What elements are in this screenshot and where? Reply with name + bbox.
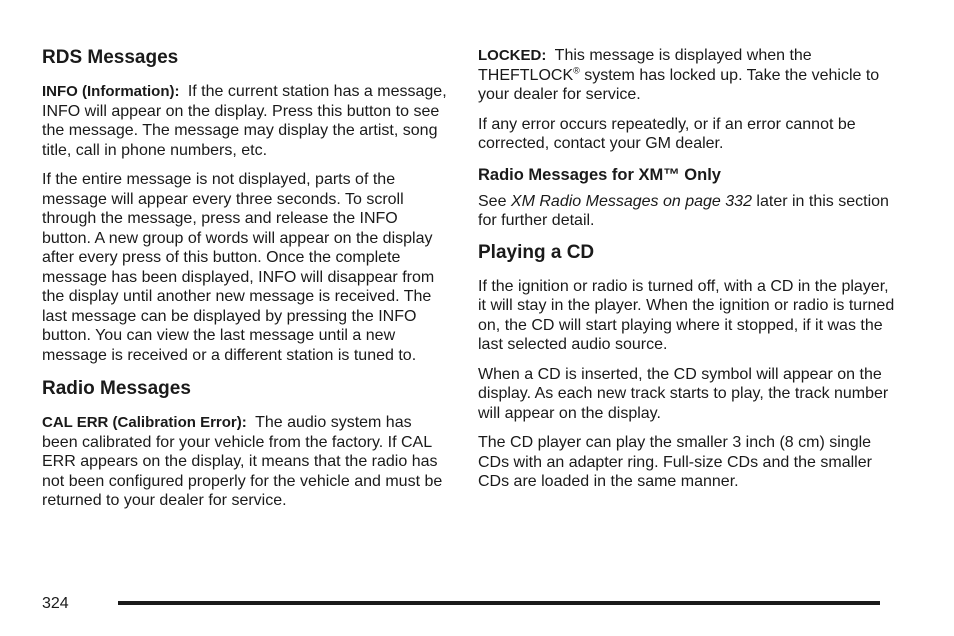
left-column xyxy=(42,46,447,521)
page-number: 324 xyxy=(42,595,69,612)
locked-text-1: This message is displayed when the THEFTLOCK xyxy=(478,47,812,84)
cd-paragraph-3: The CD player can play the smaller 3 inch (8 cm) single CDs with an adapter ring. Full-size CDs and the smaller CDs are loaded in the same manner. xyxy=(478,434,872,490)
locked-paragraph xyxy=(478,46,898,105)
info-text: If the current station has a message, INFO will appear on the display. Press this button to see the message. The message may display the artist, song title, call in phone numbers, etc. xyxy=(42,83,447,159)
cd-paragraph-2: When a CD is inserted, the CD symbol will appear on the display. As each new track starts to play, the track number will appear on the display. xyxy=(478,365,889,422)
radio-messages-heading: Radio Messages xyxy=(42,378,191,399)
xm-paragraph xyxy=(478,192,898,231)
rds-paragraph-2: If the entire message is not displayed, parts of the message will appear every three seconds. To scroll through the message, press and release the INFO button. A new group of words will appear on the display after every press of this button. Once the complete message has been displayed, INFO will disappear from the display until another new message is received. The last message can be displayed by pressing the INFO button. You can view the last message until a new message is received or a different station is tuned to. xyxy=(42,171,435,364)
locked-lead: LOCKED: xyxy=(478,47,547,64)
xm-reference-link[interactable]: XM Radio Messages on page 332 xyxy=(510,192,752,210)
cal-err-text: The audio system has been calibrated for your vehicle from the factory. If CAL ERR appears on the display, it means that the radio has not been configured properly for the vehicle and must be returned to your dealer for service. xyxy=(42,414,443,509)
cd-paragraph-1: If the ignition or radio is turned off, with a CD in the player, it will stay in the player. When the ignition or radio is turned on, the CD will start playing where it stopped, if it was the last selected audio source. xyxy=(478,277,895,353)
cal-err-paragraph xyxy=(42,413,447,511)
footer-rule xyxy=(118,601,880,605)
rds-messages-heading: RDS Messages xyxy=(42,47,179,68)
xm-see: See xyxy=(478,192,511,210)
xm-messages-heading: Radio Messages for XM™ Only xyxy=(478,165,721,184)
error-paragraph: If any error occurs repeatedly, or if an error cannot be corrected, contact your GM dealer. xyxy=(478,115,856,152)
registered-mark: ® xyxy=(573,65,580,76)
right-column xyxy=(478,46,898,502)
info-paragraph xyxy=(42,82,447,160)
playing-cd-heading: Playing a CD xyxy=(478,241,595,263)
cal-err-lead: CAL ERR (Calibration Error): xyxy=(42,414,247,431)
info-lead: INFO (Information): xyxy=(42,83,180,100)
xm-rest: later in this section for further detail. xyxy=(478,192,889,229)
locked-text-2: system has locked up. Take the vehicle to your dealer for service. xyxy=(478,66,880,103)
